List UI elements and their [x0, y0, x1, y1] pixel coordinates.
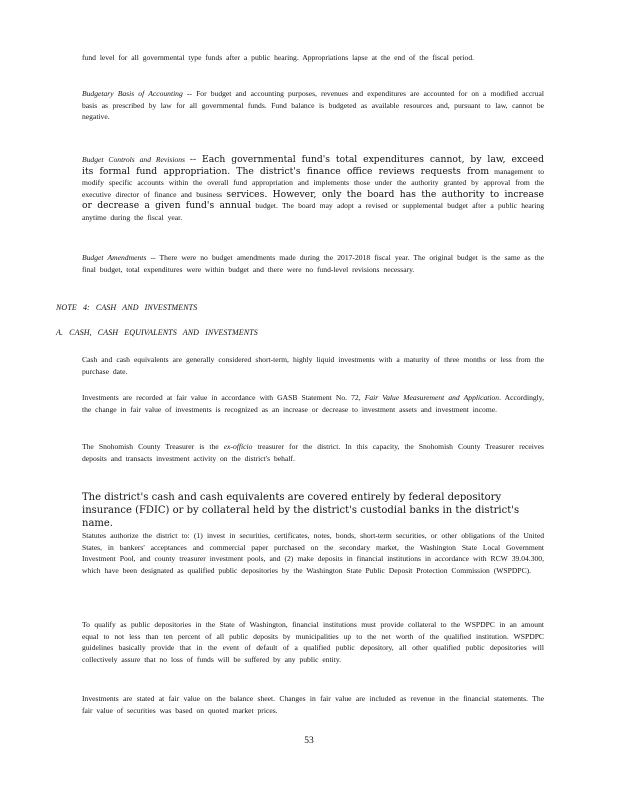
paragraph-fund-level: fund level for all governmental type funds after a public hearing. Appropriations lapse at the end of the fiscal period.: [82, 53, 475, 62]
paragraph-investments-stated: Investments are stated at fair value on the balance sheet. Changes in fair value are included as revenue in the financial statements. The fair value of securities was based on quoted market prices.: [82, 694, 544, 715]
budget-controls-small-text-2: budget. The board may adopt a revised or supplemental budget after a public hearing anytime during the fiscal year.: [82, 201, 544, 222]
budget-controls-large-text-2: services. However, only the board has the authority to increase or decrease a given fund's annual: [82, 188, 544, 212]
note-heading: NOTE 4: CASH AND INVESTMENTS: [56, 303, 198, 312]
paragraph-budget-controls: [82, 154, 544, 224]
section-heading: A. CASH, CASH EQUIVALENTS AND INVESTMENTS: [56, 328, 258, 337]
paragraph-treasurer: [82, 441, 544, 464]
budget-controls-title: Budget Controls and Revisions: [82, 155, 185, 164]
treasurer-text-before: The Snohomish County Treasurer is the: [82, 442, 219, 451]
fair-value-text-after: . Accordingly, the change in fair value of investments is recognized as an increase or decrease to investment assets and investment income.: [82, 393, 544, 414]
paragraph-budget-amendments: [82, 252, 544, 275]
budget-amendments-body: -- There were no budget amendments made during the 2017-2018 fiscal year. The original budget is the same as the final budget, total expenditures were within budget and there were no fund-level revisions necessary.: [82, 253, 544, 274]
paragraph-qualify: To qualify as public depositories in the State of Washington, financial institutions must provide collateral to the WSPDPC in an amount equal to not less than ten percent of all public deposits by municipalities up to the net worth of the qualified institution. WSPDPC guidelines basically provide that in the event of default of a qualified public depository, all other qualified public depositories will collectively assure that no loss of funds will be suffered by any public entity.: [82, 620, 544, 664]
fair-value-text-before: Investments are recorded at fair value in accordance with GASB Statement No. 72,: [82, 393, 361, 402]
paragraph-budgetary-basis: [82, 88, 544, 123]
budgetary-basis-body: -- For budget and accounting purposes, revenues and expenditures are accounted for on a modified accrual basis as prescribed by law for all governmental funds. Fund balance is budgeted as available resources and, pursuant to law, cannot be negative.: [82, 89, 544, 122]
paragraph-fdic: The district's cash and cash equivalents are covered entirely by federal depository insurance (FDIC) or by collateral held by the district's custodial banks in the district's name.: [82, 492, 520, 529]
paragraph-cash-equivalents: Cash and cash equivalents are generally considered short-term, highly liquid investments with a maturity of three months or less from the purchase date.: [82, 355, 544, 376]
page-number: 53: [304, 736, 314, 746]
budgetary-basis-title: Budgetary Basis of Accounting: [82, 89, 183, 98]
fair-value-standard-title: Fair Value Measurement and Application: [364, 393, 500, 402]
treasurer-ex-officio: ex-officio: [223, 442, 253, 451]
paragraph-statutes: Statutes authorize the district to: (1) invest in securities, certificates, notes, bonds, short-term securities, or other obligations of the United States, in bankers' acceptances and commercial paper purchased on the secondary market, the Washington State Local Government Investment Pool, and county treasurer investment pools, and (2) make deposits in financial institutions in accordance with RCW 39.04.300, which have been designated as qualified public depositories by the Washington State Public Deposit Protection Commission (WSPDPC).: [82, 531, 544, 575]
paragraph-fair-value: [82, 392, 544, 415]
budget-amendments-title: Budget Amendments: [82, 253, 147, 262]
budget-controls-small-text-1: management to modify specific accounts within the overall fund appropriation and implements those under the authority granted by approval from the executive director of finance and business: [82, 166, 544, 199]
treasurer-text-after: treasurer for the district. In this capacity, the Snohomish County Treasurer receives deposits and transacts investment activity on the district's behalf.: [82, 442, 545, 463]
budget-controls-large-text-1: -- Each governmental fund's total expenditures cannot, by law, exceed its formal fund appropriation. The district's finance office reviews requests from: [82, 154, 544, 177]
